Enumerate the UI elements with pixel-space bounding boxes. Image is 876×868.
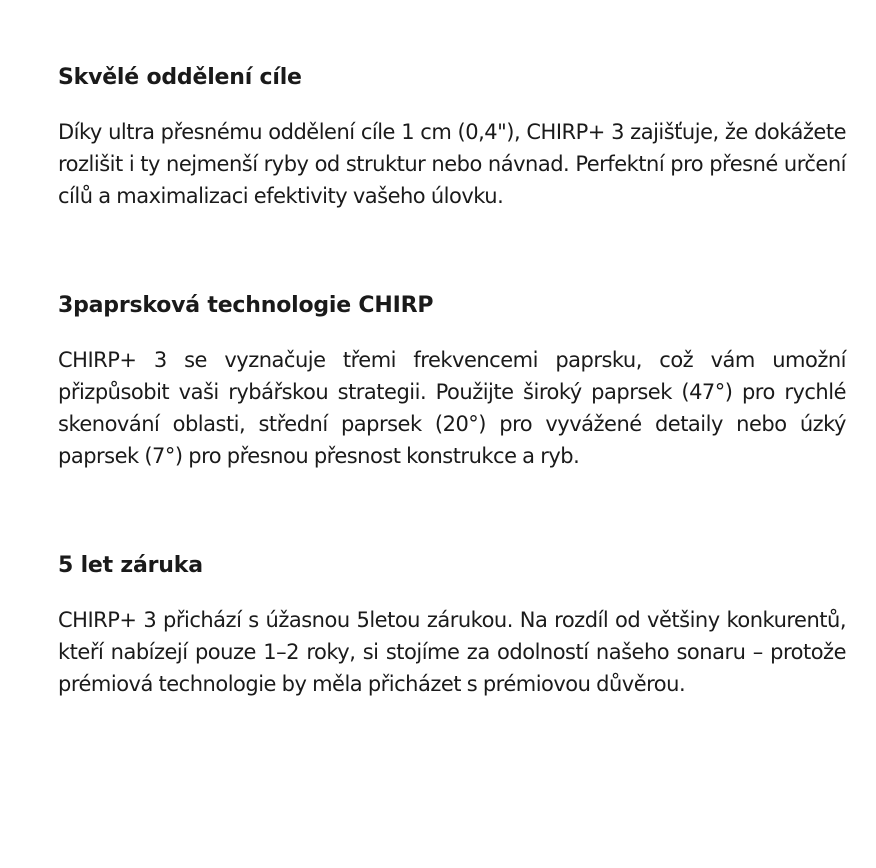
section-body: CHIRP+ 3 přichází s úžasnou 5letou zárukou. Na rozdíl od většiny konkurentů, kteří nabízejí pouze 1–2 roky, si stojíme za odolností našeho sonaru – protože prémiová technologie by měla přicházet s prémiovou důvěrou. [58,608,846,696]
document-content [58,62,846,700]
section-title: 3paprsková technologie CHIRP [58,293,434,318]
section-warranty [58,550,846,700]
section-body: CHIRP+ 3 se vyznačuje třemi frekvencemi paprsku, což vám umožní přizpůsobit vaši rybářskou strategii. Použijte široký paprsek (47°) pro rychlé skenování oblasti, střední paprsek (20°) pro vyvážené detaily nebo úzký paprsek (7°) pro přesnou přesnost konstrukce a ryb. [58,348,846,468]
section-title: Skvělé oddělení cíle [58,65,302,90]
section-target-separation [58,62,846,212]
section-title: 5 let záruka [58,553,203,578]
section-chirp-beam-technology [58,290,846,472]
section-body: Díky ultra přesnému oddělení cíle 1 cm (0,4"), CHIRP+ 3 zajišťuje, že dokážete rozlišit i ty nejmenší ryby od struktur nebo návnad. Perfektní pro přesné určení cílů a maximalizaci efektivity vašeho úlovku. [58,120,846,208]
